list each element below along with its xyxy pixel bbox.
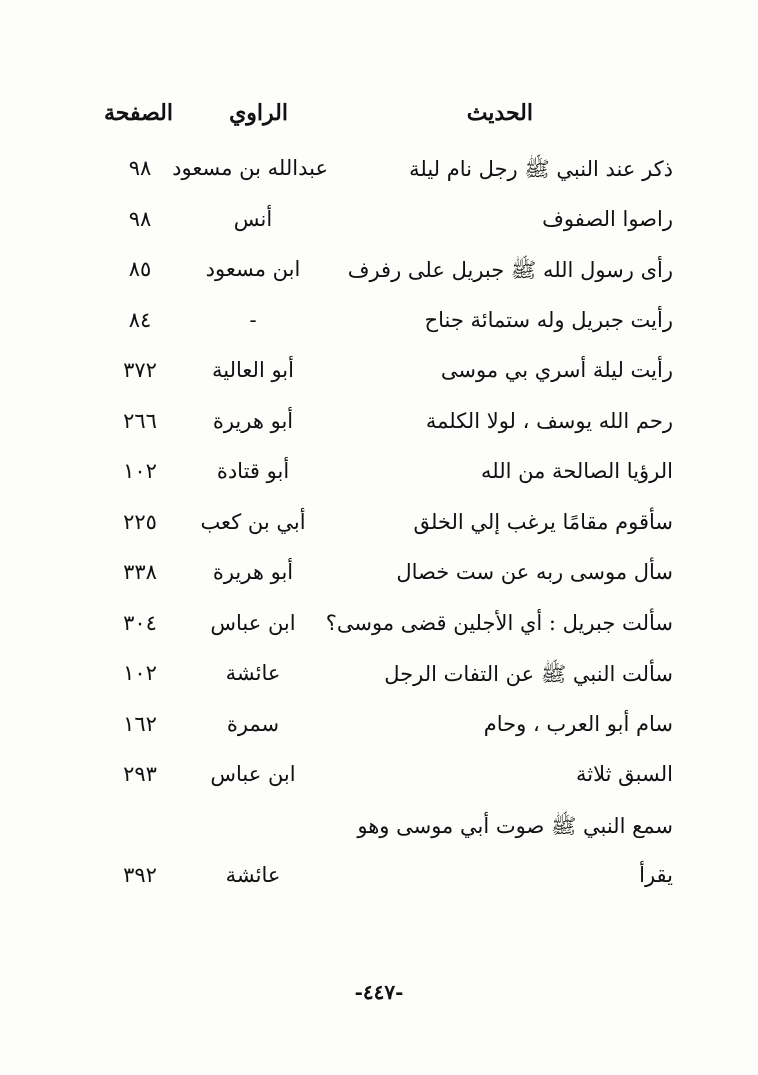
narrator: عبدالله بن مسعود [172, 156, 328, 180]
hadith-text: سمع النبي ﷺ صوت أبي موسى وهو [357, 813, 673, 838]
hadith-text: سأقوم مقامًا يرغب إلي الخلق [413, 509, 673, 534]
narrator: ابن عباس [210, 762, 296, 786]
header-page: الصفحة [103, 100, 173, 126]
page-ref: ٣٣٨ [123, 560, 157, 584]
table-row [0, 807, 758, 858]
page-ref: ٨٥ [128, 257, 152, 281]
hadith-text: سام أبو العرب ، وحام [483, 711, 673, 736]
page-ref: ٣٠٤ [123, 610, 157, 635]
narrator: أبو هريرة [212, 560, 294, 584]
hadith-text: يقرأ [639, 863, 673, 887]
hadith-text: رأيت جبريل وله ستمائة جناح [424, 307, 673, 332]
page-ref: ٢٩٣ [123, 762, 157, 786]
narrator: عائشة [225, 863, 281, 887]
table-header [0, 100, 758, 140]
narrator: أبو العالية [212, 358, 294, 382]
narrator: عائشة [225, 661, 281, 685]
narrator: ابن عباس [210, 610, 296, 635]
page-number: -٤٤٧- [354, 980, 404, 1004]
table-row [0, 403, 758, 454]
table-row [0, 655, 758, 706]
narrator: أبو هريرة [212, 408, 294, 433]
table-row [0, 352, 758, 403]
narrator: أبي بن كعب [200, 509, 306, 534]
hadith-text: رأيت ليلة أسري بي موسى [440, 358, 673, 382]
hadith-text: سأل موسى ربه عن ست خصال [396, 560, 673, 584]
narrator: - [249, 307, 257, 332]
header-hadith: الحديث [466, 100, 533, 126]
index-table [0, 150, 758, 908]
table-row [0, 706, 758, 757]
narrator: أبو قتادة [216, 459, 290, 483]
page-ref: ١٠٢ [123, 459, 157, 483]
hadith-text: رحم الله يوسف ، لولا الكلمة [425, 408, 673, 433]
hadith-text: سألت النبي ﷺ عن التفات الرجل [384, 662, 673, 686]
table-row [0, 857, 758, 908]
narrator: أنس [233, 206, 273, 231]
table-row [0, 554, 758, 605]
page-ref: ٣٧٢ [123, 358, 157, 382]
table-row [0, 251, 758, 302]
page-ref: ٩٨ [128, 156, 152, 180]
hadith-text: رأى رسول الله ﷺ جبريل على رفرف [347, 258, 673, 282]
hadith-text: السبق ثلاثة [576, 762, 673, 786]
page-ref: ٢٢٥ [123, 509, 157, 534]
narrator: ابن مسعود [205, 257, 301, 281]
hadith-text: راصوا الصفوف [542, 206, 673, 231]
table-row [0, 150, 758, 201]
page-ref: ٣٩٢ [123, 863, 157, 887]
page-ref: ١٠٢ [123, 661, 157, 685]
table-row [0, 201, 758, 252]
hadith-text: سألت جبريل : أي الأجلين قضى موسى؟ [325, 610, 673, 635]
page-ref: ١٦٢ [123, 711, 157, 736]
page-ref: ٨٤ [128, 307, 152, 332]
table-row [0, 453, 758, 504]
hadith-text: ذكر عند النبي ﷺ رجل نام ليلة [409, 157, 673, 181]
narrator: سمرة [226, 711, 280, 736]
page-ref: ٢٦٦ [123, 408, 157, 433]
table-row [0, 756, 758, 807]
table-row [0, 605, 758, 656]
table-row [0, 302, 758, 353]
page-ref: ٩٨ [128, 206, 152, 231]
table-row [0, 504, 758, 555]
header-rawi: الراوي [229, 100, 288, 126]
hadith-text: الرؤيا الصالحة من الله [481, 459, 673, 483]
